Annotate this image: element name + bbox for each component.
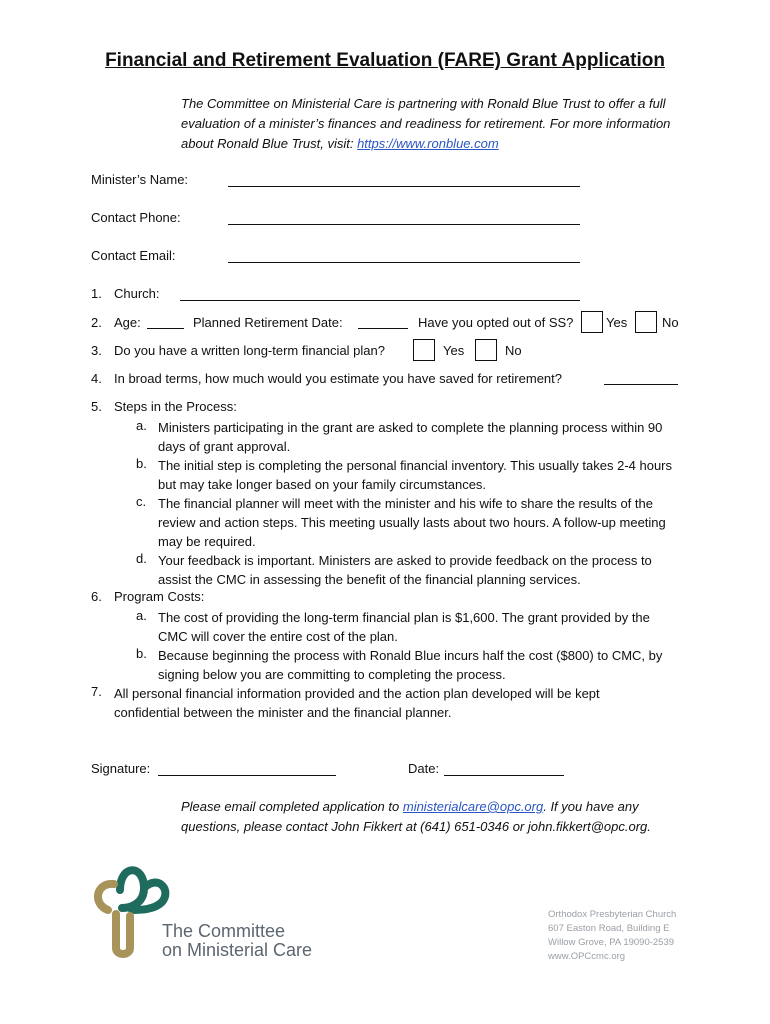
sub-item-letter: a. [136,608,147,623]
plan-no-label: No [505,343,522,358]
age-label: Age: [114,315,141,330]
phone-input[interactable] [228,224,580,225]
steps-heading: Steps in the Process: [114,399,237,414]
closing-pre: Please email completed application to [181,799,403,814]
step-b-text: The initial step is completing the personal financial inventory. This usually takes 2-4 hours but may take longer based on your family circumstances. [158,458,673,492]
plan-yes-label: Yes [443,343,465,358]
age-input[interactable] [147,328,184,329]
ss-yes-label: Yes [606,315,628,330]
item-number: 7. [91,684,102,699]
page-title: Financial and Retirement Evaluation (FARE) Grant Application [105,50,665,71]
step-a-text: Ministers participating in the grant are asked to complete the planning process within 90 days of grant approval. [158,420,663,454]
date-input[interactable] [444,775,564,776]
ss-no-checkbox[interactable] [635,311,657,333]
step-d-text: Your feedback is important. Ministers are asked to provide feedback on the process to assist the CMC in assessing the benefit of the financial planning services. [158,553,652,587]
phone-label: Contact Phone: [91,210,181,225]
plan-no-checkbox[interactable] [475,339,497,361]
signature-input[interactable] [158,775,336,776]
intro-paragraph [181,94,701,154]
savings-input[interactable] [604,384,678,385]
sub-item-letter: a. [136,418,147,433]
closing-paragraph [181,797,701,837]
church-label: Church: [114,286,160,301]
ss-label: Have you opted out of SS? [418,315,574,330]
cost-a-text: The cost of providing the long-term financial plan is $1,600. The grant provided by the CMC will cover the entire cost of the plan. [158,610,650,644]
item-number: 1. [91,286,102,301]
plan-label: Do you have a written long-term financial plan? [114,343,385,358]
email-input[interactable] [228,262,580,263]
plan-yes-checkbox[interactable] [413,339,435,361]
logo-text-line2: on Ministerial Care [162,940,313,960]
signature-label: Signature: [91,761,151,776]
ronblue-link[interactable]: https://www.ronblue.com [357,136,499,151]
name-input[interactable] [228,186,580,187]
sub-item-letter: b. [136,646,147,661]
item-number: 3. [91,343,102,358]
sub-item-letter: b. [136,456,147,471]
retirement-date-label: Planned Retirement Date: [193,315,343,330]
item-number: 6. [91,589,102,604]
item-number: 2. [91,315,102,330]
ss-yes-checkbox[interactable] [581,311,603,333]
sub-item-letter: c. [136,494,147,509]
closing-post: . If you have any questions, please contact John Fikkert at (641) 651-0346 or john.fikkert@opc.org. [181,799,651,834]
savings-label: In broad terms, how much would you estimate you have saved for retirement? [114,371,562,386]
item-number: 5. [91,399,102,414]
ss-no-label: No [662,315,679,330]
address-line2: 607 Easton Road, Building E [548,923,670,934]
website-link[interactable]: www.OPCcmc.org [548,951,626,962]
date-label: Date: [408,761,440,776]
name-label: Minister’s Name: [91,172,189,187]
address-line3: Willow Grove, PA 19090-2539 [548,937,675,948]
step-c-text: The financial planner will meet with the minister and his wife to share the results of the review and action steps. This meeting usually lasts about two hours. A follow-up meeting may be required. [158,496,666,549]
cost-b-text: Because beginning the process with Ronald Blue incurs half the cost ($800) to CMC, by signing below you are committing to completing the process. [158,648,663,682]
address-line1: Orthodox Presbyterian Church [548,909,677,920]
logo-text-line1: The Committee [162,921,286,941]
item-number: 4. [91,371,102,386]
confidentiality-text: All personal financial information provided and the action plan developed will be kept confidential between the minister and the financial planner. [114,686,600,720]
costs-heading: Program Costs: [114,589,205,604]
intro-text: The Committee on Ministerial Care is partnering with Ronald Blue Trust to offer a full evaluation of a minister’s finances and readiness for retirement. For more information about Ronald Blue Trust, visit: [181,96,671,151]
sub-item-letter: d. [136,551,147,566]
ministerialcare-email-link[interactable]: ministerialcare@opc.org [402,799,544,814]
retirement-date-input[interactable] [358,328,408,329]
church-input[interactable] [180,300,580,301]
email-label: Contact Email: [91,248,176,263]
